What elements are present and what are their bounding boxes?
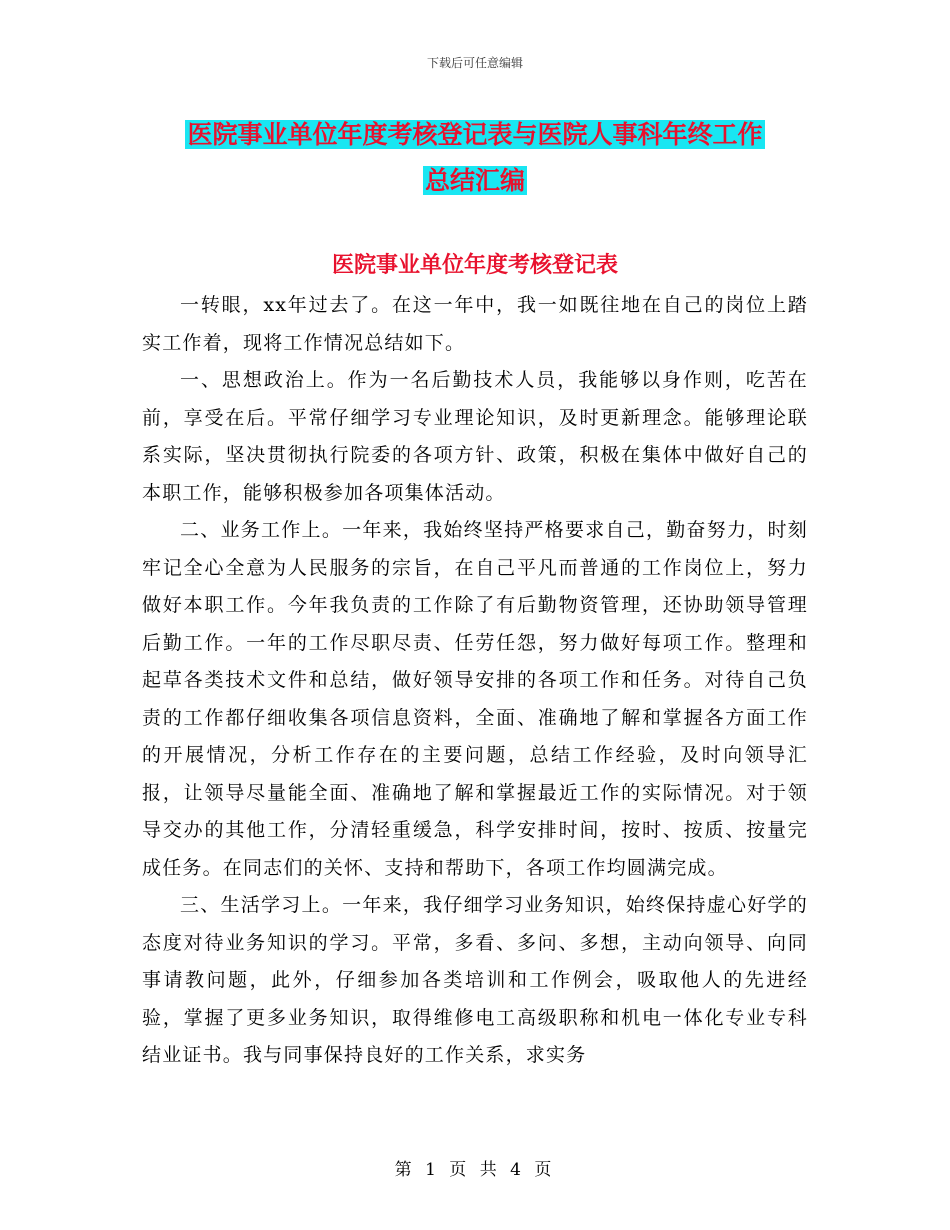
page-footer: 第 1 页 共 4 页 (394, 1160, 556, 1180)
paragraph-business: 二、业务工作上。一年来，我始终坚持严格要求自己，勤奋努力，时刻牢记全心全意为人民服务的宗旨，在自己平凡而普通的工作岗位上，努力做好本职工作。今年我负责的工作除了有后勤物资管理，还协助领导管理后勤工作。一年的工作尽职尽责、任劳任怨，努力做好每项工作。整理和起草各类技术文件和总结，做好领导安排的各项工作和任务。对待自己负责的工作都仔细收集各项信息资料，全面、准确地了解和掌握各方面工作的开展情况，分析工作存在的主要问题，总结工作经验，及时向领导汇报，让领导尽量能全面、准确地了解和掌握最近工作的实际情况。对于领导交办的其他工作，分清轻重缓急，科学安排时间，按时、按质、按量完成任务。在同志们的关怀、支持和帮助下，各项工作均圆满完成。 (142, 519, 808, 879)
section-title: 医院事业单位年度考核登记表 (331, 253, 618, 278)
body-text (142, 287, 808, 1075)
paragraph-study: 三、生活学习上。一年来，我仔细学习业务知识，始终保持虚心好学的态度对待业务知识的学习。平常，多看、多问、多想，主动向领导、向同事请教问题，此外，仔细参加各类培训和工作例会，吸取他人的先进经验，掌握了更多业务知识，取得维修电工高级职称和机电一体化专业专科结业证书。我与同事保持良好的工作关系，求实务 (142, 894, 808, 1066)
paragraph-intro: 一转眼，xx年过去了。在这一年中，我一如既往地在自己的岗位上踏实工作着，现将工作情况总结如下。 (142, 294, 808, 354)
main-title-line-1: 医院事业单位年度考核登记表与医院人事科年终工作 (187, 120, 763, 149)
main-title (140, 112, 810, 204)
paragraph-political: 一、思想政治上。作为一名后勤技术人员，我能够以身作则，吃苦在前，享受在后。平常仔细学习专业理论知识，及时更新理念。能够理论联系实际，坚决贯彻执行院委的各项方针、政策，积极在集体中做好自己的本职工作，能够积极参加各项集体活动。 (142, 369, 808, 504)
header-note: 下载后可任意编辑 (426, 56, 523, 70)
main-title-line-2: 总结汇编 (424, 166, 525, 195)
